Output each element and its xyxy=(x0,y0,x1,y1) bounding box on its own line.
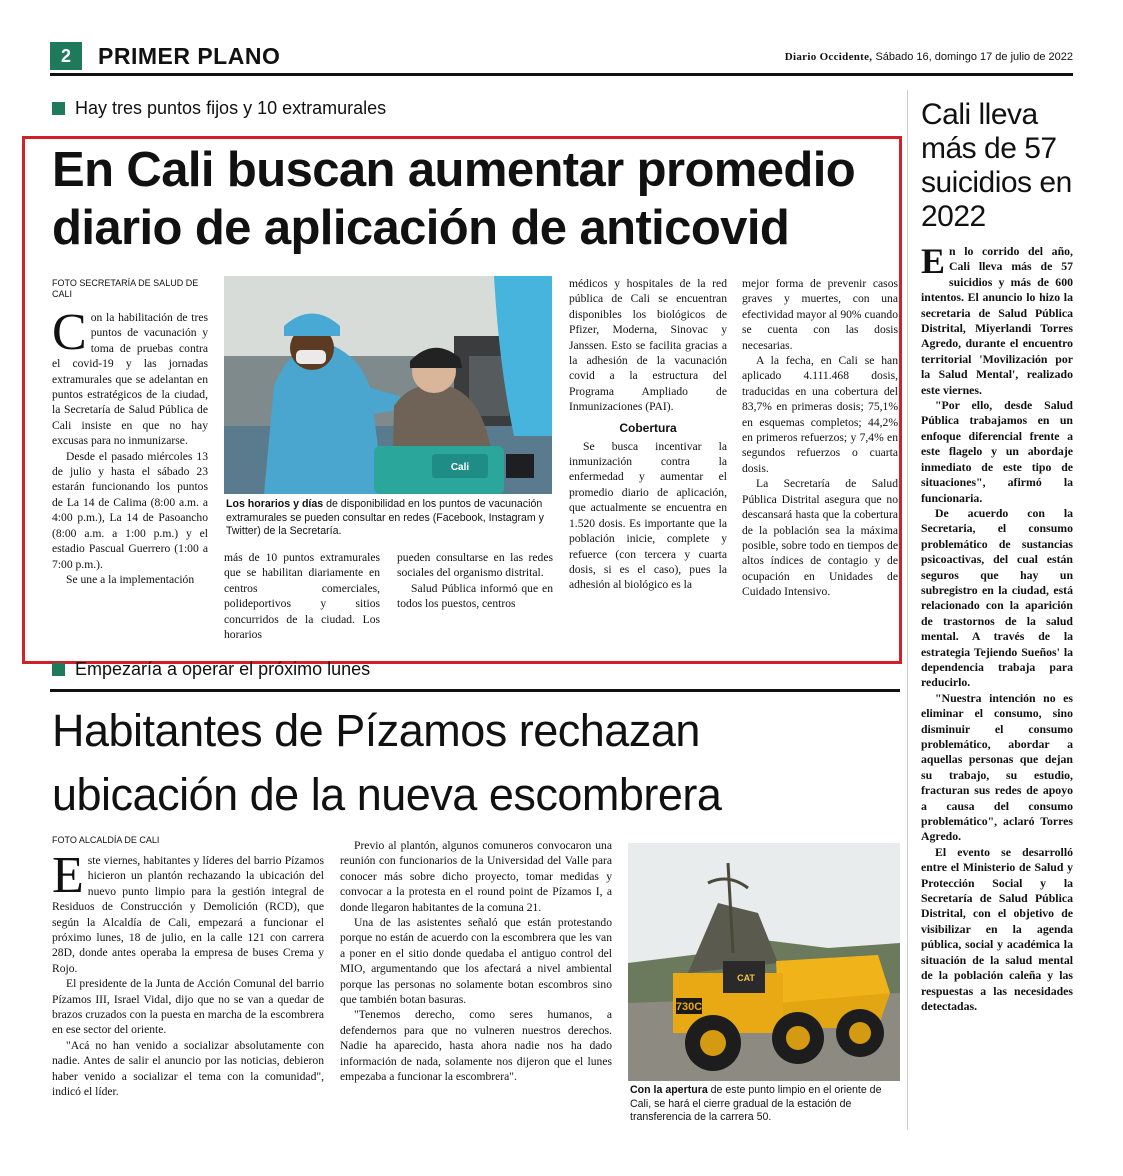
page-number: 2 xyxy=(50,42,82,70)
paragraph: El evento se desarrolló entre el Ministerio de Salud y Protección Social y la Secretaría de Salud Pública Distrital, con el objetivo de visibilizar en la agenda pública, social y académica la situación de la salud mental de la población caleña y las respuestas a las necesidades detectadas. xyxy=(921,844,1073,1013)
story2-headline-line2: ubicación de la nueva escombrera xyxy=(52,769,722,820)
paragraph: mejor forma de prevenir casos graves y muertes, con una efectividad mayor al 90% cuando se cuenta con las dosis necesarias. xyxy=(742,277,898,352)
truck-number-label: 730C xyxy=(675,1001,703,1013)
column-divider xyxy=(907,90,908,1130)
paragraph: "Por ello, desde Salud Pública trabajamos en un enfoque diferencial frente a este flagelo y un abordaje inmediato de este tipo de situaciones", afirmó la funcionaria. xyxy=(921,398,1073,505)
caption-bold: Los horarios y días xyxy=(226,498,324,510)
section-rule xyxy=(50,689,900,692)
paragraph: "Acá no han venido a socializar absolutamente con nadie. Antes de salir el anuncio por las noticias, debieron haber venido a socializar el tema con la comunidad", indicó el líder. xyxy=(52,1038,324,1099)
paragraph: on la habilitación de tres puntos de vacunación y toma de pruebas contra el covid-19 y las jornadas extramurales que se adelantan en puntos estratégicos de la ciudad, la Secretaría de Salud Pública de Cali insiste en que no hay excusas para no inmunizarse. xyxy=(52,311,208,448)
vaccination-photo xyxy=(224,276,552,494)
subhead: Cobertura xyxy=(619,420,677,435)
caption-text: de disponibilidad en los puntos de vacunación extramurales se pueden consultar en redes (Facebook, Instagram y Twitter) de la Secretaría. xyxy=(226,498,544,537)
sidebar-body xyxy=(921,241,1073,1014)
paragraph: ste viernes, habitantes y líderes del barrio Pízamos hicieron un plantón rechazando la ubicación del nuevo punto limpio para la gestión integral de Residuos de Construcción y Demolición (RCD), que según la Alcaldía de Cali, empezará a funcionar el próximo lunes, 18 de julio, en la calle 121 con carrera 28D, donde antes operaba la empresa de buses Crema y Rojo. xyxy=(52,854,324,975)
story1-kicker xyxy=(52,97,386,119)
story1-column-3 xyxy=(397,550,553,612)
header-rule xyxy=(50,73,1073,76)
photo-logo-text: Cali xyxy=(450,462,470,473)
paragraph: El presidente de la Junta de Acción Comunal del barrio Pízamos III, Israel Vidal, dijo que no se van a quedar de brazos cruzados con la puesta en marcha de la escombrera en ese sector del oriente. xyxy=(52,977,324,1037)
drop-cap: C xyxy=(52,304,87,361)
dump-truck-photo xyxy=(628,843,900,1081)
story1-headline-line2: diario de aplicación de anticovid xyxy=(52,201,790,255)
caption-text: de este punto limpio en el oriente de Cali, se hará el cierre gradual de la estación de transferencia de la carrera 50. xyxy=(630,1084,882,1123)
paragraph: "Nuestra intención no es eliminar el consumo, sino disminuir el consumo problemático, abordar a aquellas personas que dejan su trabajo, su estudio, fracturan sus redes de apoyo a causa del consumo problemático", aclaró Torres Agredo. xyxy=(921,690,1073,844)
dateline xyxy=(785,51,1073,63)
paragraph: A la fecha, en Cali se han aplicado 4.111.468 dosis, traducidas en una cobertura del 83,7% en primeras dosis; 75,1% en esquemas completos; 44,2% en primeros refuerzos; y 7,4% en segundos refuerzos o cuarta dosis. xyxy=(742,354,898,475)
story2-kicker xyxy=(52,658,370,680)
story1-column-1 xyxy=(52,304,208,587)
story2-kicker-text: Empezaría a operar el próximo lunes xyxy=(75,659,371,679)
paragraph: La Secretaría de Salud Pública Distrital asegura que no descansará hasta que la cobertura de la población sea la máxima posible, sobre todo en tiempos de altos índices de contagio y de ocupación en Unidades de Cuidado Intensivo. xyxy=(742,477,898,599)
story2-photo-caption xyxy=(630,1084,902,1125)
issue-date: Sábado 16, domingo 17 de julio de 2022 xyxy=(875,51,1073,63)
section-title: PRIMER PLANO xyxy=(98,43,281,69)
story2-column-2 xyxy=(340,838,612,1085)
paragraph: Una de las asistentes señaló que están protestando porque no están de acuerdo con la escombrera que les van a poner en el sitio donde quedaba el antiguo control del MIO, argumentando que los afectará a nivel ambiental porque las personas no solamente botan escombros sino que también botan basuras. xyxy=(340,916,612,1007)
paragraph: médicos y hospitales de la red pública de Cali se encuentran disponibles los biológicos de Pfizer, Moderna, Sinovac y Janssen. Esto se facilita gracias a la adhesión de la vacunación covid a la estructura del Programa Ampliado de Inmunizaciones (PAI). xyxy=(569,277,727,414)
truck-brand-label: CAT xyxy=(737,973,755,983)
paragraph: Se une a la implementación xyxy=(66,572,195,586)
kicker-square-icon xyxy=(52,663,65,676)
paper-name: Diario Occidente, xyxy=(784,51,873,63)
paragraph: "Tenemos derecho, como seres humanos, a defendernos para que no vulneren nuestros derechos. Nadie ha aparecido, hasta ahora nadie nos ha dado información de nada, solamente nos dijeron que el lunes empezaba a funcionar la escombrera". xyxy=(340,1008,612,1084)
story1-column-4 xyxy=(569,276,727,593)
story1-photo-credit: FOTO SECRETARÍA DE SALUD DE CALI xyxy=(52,278,199,299)
story1-photo-caption xyxy=(226,498,552,539)
kicker-square-icon xyxy=(52,102,65,115)
story2-headline-line1: Habitantes de Pízamos rechazan xyxy=(52,705,700,756)
paragraph: Se busca incentivar la inmunización contra la enfermedad y aumentar el promedio diario de aplicación, que actualmente se encuentra en 1.520 dosis. Es importante que la población inicie, complete y refuerce (con tercera y cuarta dosis, si es el caso), pues la adhesión al biológico es la xyxy=(569,439,727,592)
paragraph: Desde el pasado miércoles 13 de julio y hasta el sábado 23 estarán funcionando los puntos de La 14 de Calima (8:00 a.m. a 4:00 p.m.), La 14 de Pasoancho (8:00 a.m. a 1:00 p.m.) y el estadio Pascual Guerrero (1:00 a 7:00 p.m.). xyxy=(52,449,208,571)
paragraph: pueden consultarse en las redes sociales del organismo distrital. xyxy=(397,551,553,580)
drop-cap: E xyxy=(921,241,946,281)
story1-column-5 xyxy=(742,276,898,600)
story2-photo-credit: FOTO ALCALDÍA DE CALI xyxy=(52,835,160,845)
story1-headline-line1: En Cali buscan aumentar promedio xyxy=(52,143,856,197)
drop-cap: E xyxy=(52,847,84,904)
paragraph: n lo corrido del año, Cali lleva más de 57 suicidios y más de 600 intentos. El anuncio lo hizo la secretaria de Salud Pública Distrital, Miyerlandi Torres Agredo, durante el encuentro territorial 'Movilización por la Salud Mental', realizado este viernes. xyxy=(921,244,1073,397)
paragraph: De acuerdo con la Secretaria, el consumo problemático de sustancias psicoactivas, del cual están seguros que hay un subregistro en la ciudad, está relacionado con la aparición de trastornos de la salud mental. A través de la estrategia Tejiendo Sueños' la dependencia trabaja para reducirlo. xyxy=(921,505,1073,690)
story2-column-1 xyxy=(52,847,324,1100)
sidebar-headline: Cali lleva más de 57 suicidios en 2022 xyxy=(921,98,1072,233)
caption-bold: Con la apertura xyxy=(630,1084,708,1096)
paragraph: más de 10 puntos extramurales que se habilitan diariamente en centros comerciales, polideportivos y sitios concurridos de la ciudad. Los horarios xyxy=(224,551,380,642)
paragraph: Previo al plantón, algunos comuneros convocaron una reunión con funcionarios de la Universidad del Valle para conocer más sobre dicho proyecto, tomar medidas y convocar a la protesta en el round point de Pízamos I, a donde llegaron habitantes de la comuna 21. xyxy=(340,839,612,914)
story1-kicker-text: Hay tres puntos fijos y 10 extramurales xyxy=(75,98,387,118)
story1-column-2 xyxy=(224,550,380,642)
paragraph: Salud Pública informó que en todos los puestos, centros xyxy=(397,581,553,611)
